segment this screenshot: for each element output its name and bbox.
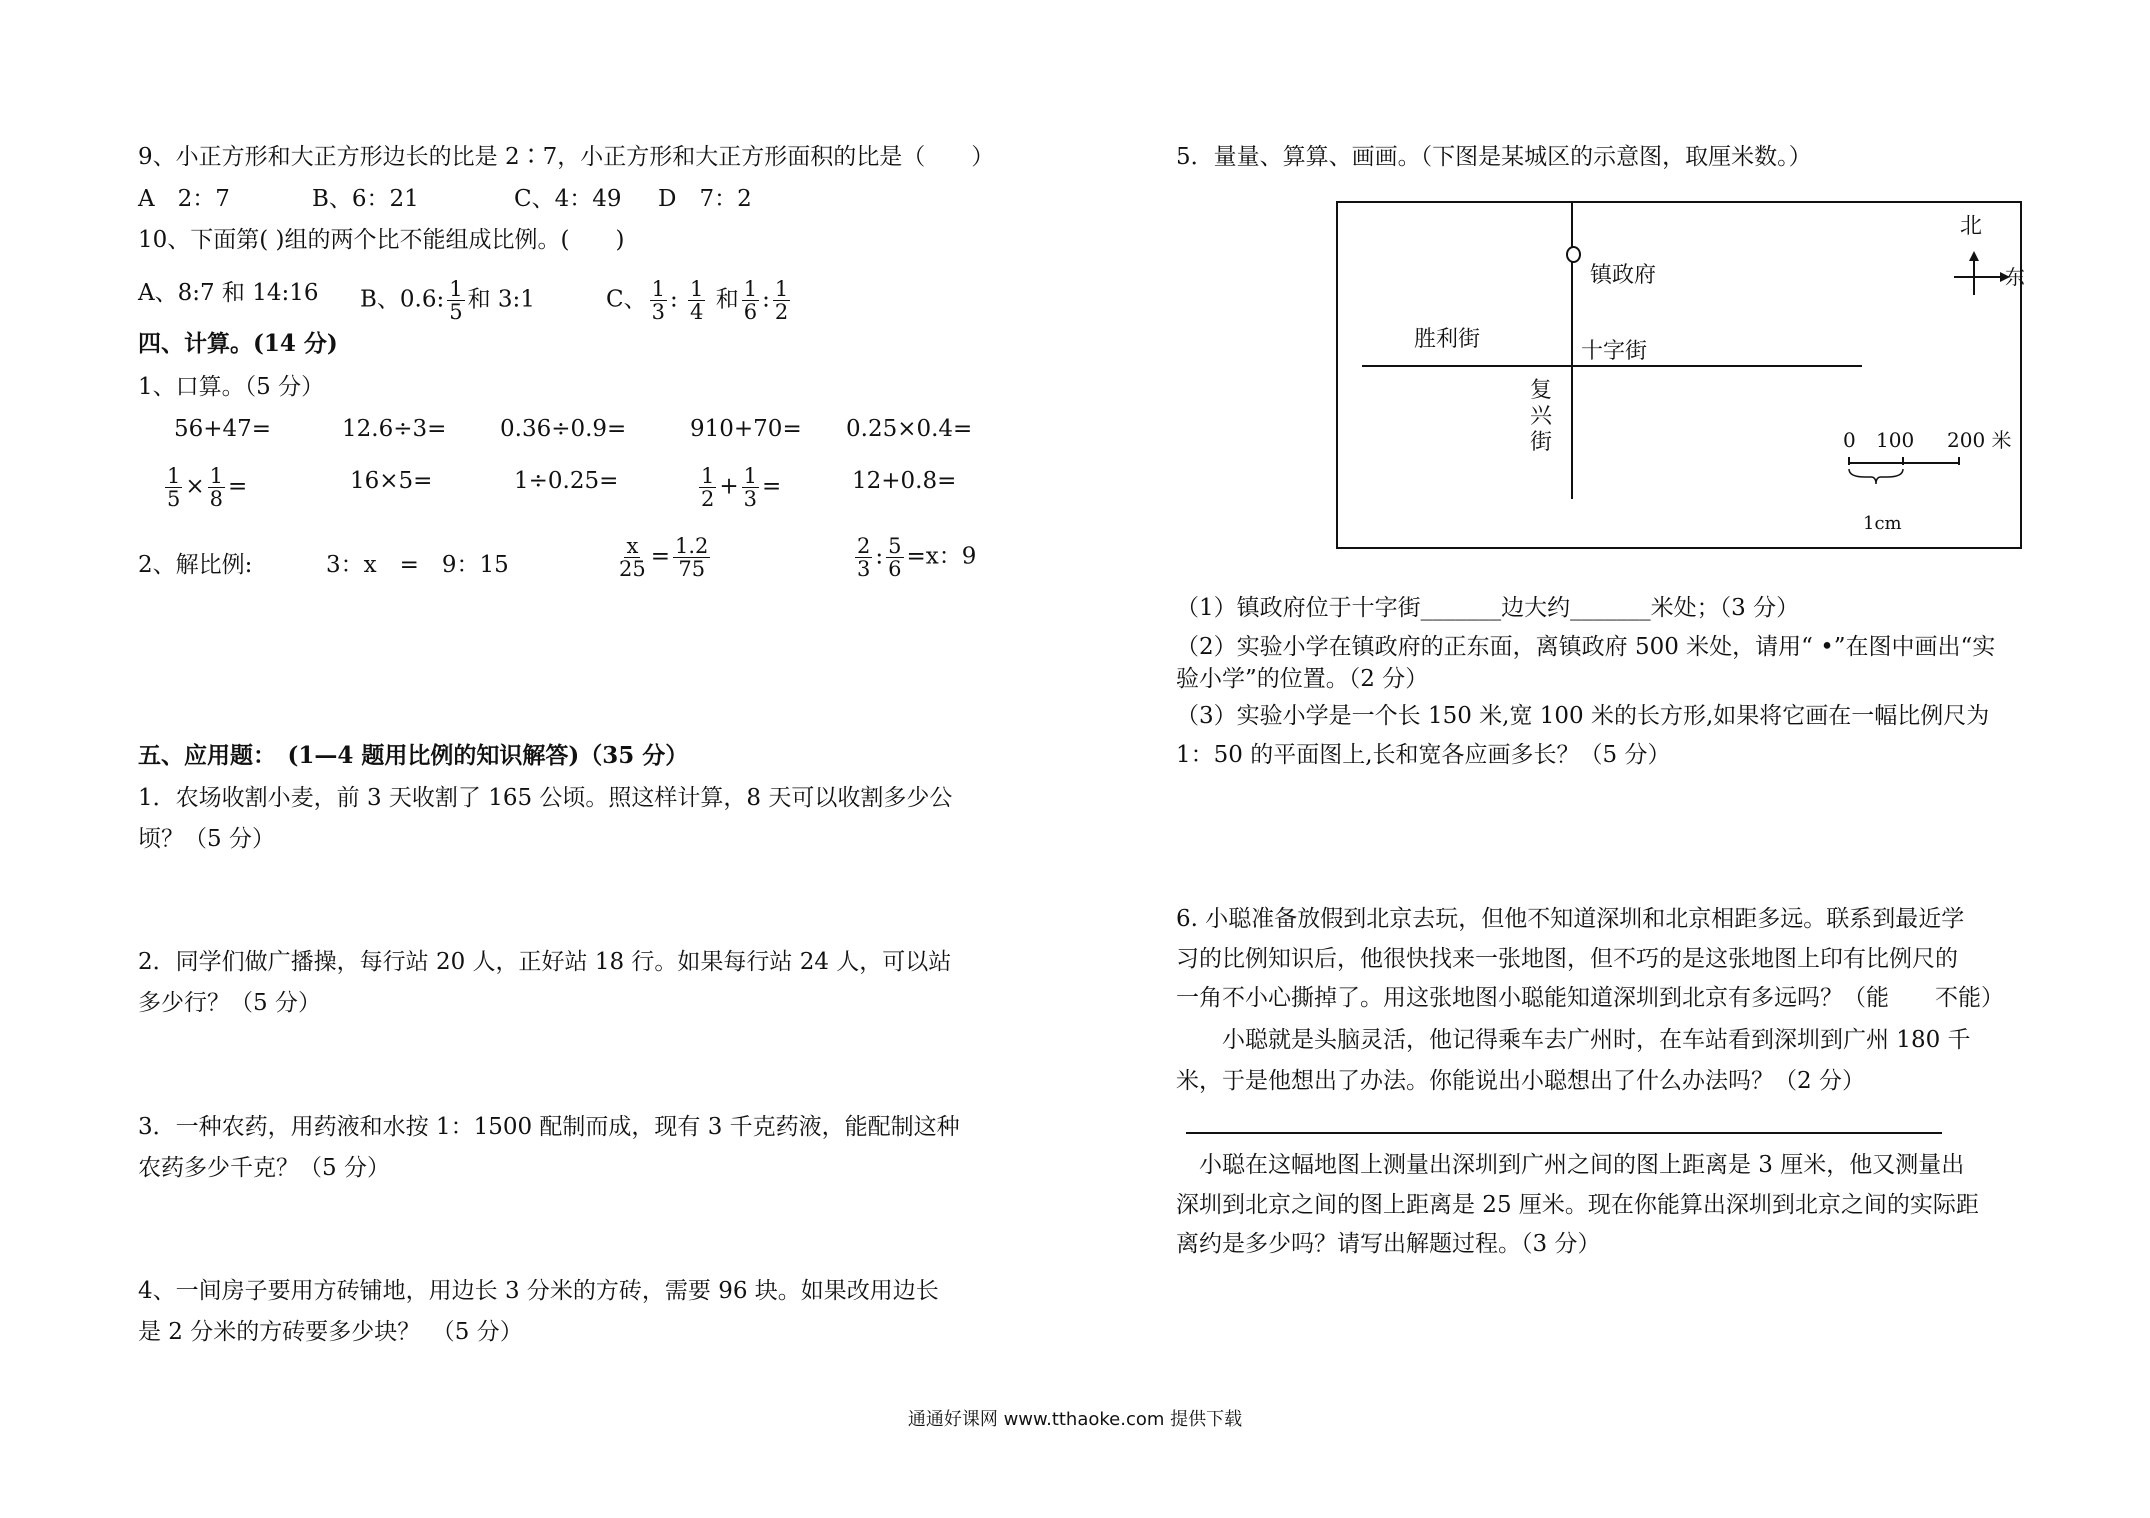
government-marker-icon bbox=[1566, 246, 1581, 263]
east-label: 东 bbox=[2005, 265, 2025, 289]
section-4-item-2: 2、解比例: bbox=[138, 552, 253, 578]
fraction-denominator: 25 bbox=[619, 557, 646, 581]
fraction-numerator: 1 bbox=[743, 464, 758, 488]
fraction-denominator: 6 bbox=[888, 557, 902, 581]
q6-line7: 深圳到北京之间的图上距离是 25 厘米。现在你能算出深圳到北京之间的实际距 bbox=[1176, 1192, 1979, 1218]
fraction-one-fifth bbox=[165, 465, 182, 510]
app-q2-line2: 多少行？（5 分） bbox=[138, 990, 321, 1016]
fraction-numerator: 1.2 bbox=[675, 534, 709, 558]
equals-sign: = bbox=[762, 473, 782, 500]
equals-sign: = bbox=[650, 543, 671, 570]
fraction-denominator: 3 bbox=[857, 557, 871, 581]
fraction-denominator: 75 bbox=[678, 557, 706, 581]
q5-part-2-line2: 验小学”的位置。（2 分） bbox=[1176, 666, 1429, 692]
fraction-two-thirds bbox=[855, 535, 872, 580]
fraction-denominator: 5 bbox=[449, 300, 463, 324]
fraction-one-third bbox=[742, 465, 759, 510]
app-q4-line1: 4、一间房子要用方砖铺地，用边长 3 分米的方砖，需要 96 块。如果改用边长 bbox=[138, 1278, 939, 1304]
fraction-numerator: 1 bbox=[690, 277, 704, 301]
north-label: 北 bbox=[1960, 214, 1983, 239]
app-q3-line2: 农药多少千克？（5 分） bbox=[138, 1155, 390, 1181]
scale-label-0: 0 bbox=[1843, 428, 1856, 452]
fuxing-street-label-2: 兴 bbox=[1530, 404, 1553, 429]
fraction-five-sixths bbox=[886, 535, 903, 580]
fraction-numerator: 1 bbox=[701, 464, 715, 488]
fraction-numerator: 1 bbox=[774, 277, 789, 301]
fraction-numerator: 5 bbox=[888, 534, 902, 558]
oral-calc-7: 16×5= bbox=[350, 468, 433, 494]
fraction-one-fifth bbox=[447, 278, 464, 323]
fraction-denominator: 8 bbox=[209, 487, 224, 511]
q10-b-prefix: B、0.6: bbox=[360, 286, 445, 313]
app-q1-line2: 顷？（5 分） bbox=[138, 826, 275, 852]
fraction-numerator: x bbox=[626, 534, 639, 558]
app-q4-line2: 是 2 分米的方砖要多少块？ （5 分） bbox=[138, 1319, 523, 1345]
oral-calc-6 bbox=[162, 465, 247, 510]
oral-calc-3: 0.36÷0.9= bbox=[500, 416, 627, 442]
app-q2-line1: 2．同学们做广播操，每行站 20 人，正好站 18 行。如果每行站 24 人，可以站 bbox=[138, 949, 952, 975]
q6-line6: 小聪在这幅地图上测量出深圳到广州之间的图上距离是 3 厘米，他又测量出 bbox=[1176, 1152, 1965, 1178]
question-10: 10、下面第( )组的两个比不能组成比例。( ) bbox=[138, 227, 625, 253]
fuxing-street-label-3: 街 bbox=[1530, 430, 1553, 455]
fraction-numerator: 1 bbox=[167, 464, 181, 488]
proportion-2 bbox=[614, 535, 713, 580]
q6-line1: 6. 小聪准备放假到北京去玩，但他不知道深圳和北京相距多远。联系到最近学 bbox=[1176, 906, 1965, 932]
gov-label: 镇政府 bbox=[1590, 263, 1657, 288]
q6-line4: 小聪就是头脑灵活，他记得乘车去广州时，在车站看到深圳到广州 180 千 bbox=[1176, 1027, 1971, 1053]
fraction-one-sixth bbox=[742, 278, 759, 323]
q9-option-b: B、6：21 bbox=[312, 186, 419, 212]
fraction-denominator: 6 bbox=[743, 300, 758, 324]
fraction-numerator: 1 bbox=[743, 277, 758, 301]
q6-line3: 一角不小心撕掉了。用这张地图小聪能知道深圳到北京有多远吗？（能 不能） bbox=[1176, 985, 2004, 1011]
fraction-one-eighth bbox=[208, 465, 225, 510]
section-5-title: 五、应用题： (1—4 题用比例的知识解答)（35 分） bbox=[138, 742, 689, 769]
app-q1-line1: 1．农场收割小麦，前 3 天收割了 165 公顷。照这样计算，8 天可以收割多少公 bbox=[138, 785, 953, 811]
fraction-denominator: 4 bbox=[690, 300, 704, 324]
footer-text: 通通好课网 www.tthaoke.com 提供下载 bbox=[907, 1409, 1243, 1430]
colon: : bbox=[669, 286, 678, 313]
answer-line bbox=[1186, 1132, 1942, 1134]
times-sign: × bbox=[185, 473, 205, 500]
fraction-one-half bbox=[699, 465, 716, 510]
fraction-numerator: 2 bbox=[857, 534, 871, 558]
fraction-one-half bbox=[773, 278, 790, 323]
scale-bar-icon bbox=[1843, 457, 1963, 493]
q5-part-3-line2: 1：50 的平面图上,长和宽各应画多长？（5 分） bbox=[1176, 742, 1671, 768]
town-map bbox=[1336, 201, 2025, 549]
scale-label-200: 200 米 bbox=[1947, 428, 2012, 452]
equals-sign: = bbox=[228, 473, 248, 500]
proportion-3-tail: =x：9 bbox=[906, 543, 977, 570]
q10-c-prefix: C、 bbox=[606, 286, 647, 313]
fraction-denominator: 2 bbox=[701, 487, 715, 511]
and-word: 和 bbox=[715, 286, 739, 313]
fraction-numerator: 1 bbox=[651, 277, 665, 301]
oral-calc-9 bbox=[696, 465, 781, 510]
fraction-denominator: 3 bbox=[651, 300, 665, 324]
fraction-denominator: 2 bbox=[774, 300, 789, 324]
proportion-1: 3：x = 9：15 bbox=[326, 552, 509, 578]
q10-option-b bbox=[360, 278, 535, 323]
oral-calc-4: 910+70= bbox=[690, 416, 802, 442]
q9-option-c: C、4：49 bbox=[514, 186, 622, 212]
section-4-title: 四、计算。(14 分) bbox=[138, 330, 338, 357]
fraction-one-third bbox=[650, 278, 667, 323]
oral-calc-8: 1÷0.25= bbox=[514, 468, 619, 494]
fraction-denominator: 5 bbox=[167, 487, 181, 511]
shengli-street-label: 胜利街 bbox=[1414, 327, 1481, 352]
scale-unit-label: 1cm bbox=[1863, 513, 1902, 534]
colon: : bbox=[762, 286, 770, 313]
q5-part-1: （1）镇政府位于十字街_______边大约_______米处；（3 分） bbox=[1176, 595, 1800, 621]
q5-part-2-line1: （2）实验小学在镇政府的正东面，离镇政府 500 米处，请用“ •”在图中画出“实 bbox=[1176, 634, 1996, 660]
q6-line2: 习的比例知识后，他很快找来一张地图，但不巧的是这张地图上印有比例尺的 bbox=[1176, 946, 1958, 972]
section-4-item-1: 1、口算。（5 分） bbox=[138, 374, 325, 400]
scale-label-100: 100 bbox=[1876, 428, 1915, 452]
shizi-street-label: 十字街 bbox=[1581, 339, 1648, 364]
fraction-numerator: 1 bbox=[209, 464, 224, 488]
oral-calc-1: 56+47= bbox=[174, 416, 272, 442]
oral-calc-5: 0.25×0.4= bbox=[846, 416, 973, 442]
fraction-numerator: 1 bbox=[449, 277, 463, 301]
proportion-3 bbox=[852, 535, 976, 580]
q9-option-d: D 7：2 bbox=[658, 186, 752, 212]
q10-b-suffix: 和 3:1 bbox=[467, 286, 535, 313]
q9-option-a: A 2：7 bbox=[138, 186, 230, 212]
fraction-one-fourth bbox=[688, 278, 705, 323]
question-9: 9、小正方形和大正方形边长的比是 2∶7，小正方形和大正方形面积的比是（ ） bbox=[138, 144, 995, 170]
q6-line8: 离约是多少吗？请写出解题过程。（3 分） bbox=[1176, 1231, 1601, 1257]
colon: : bbox=[875, 543, 884, 570]
q10-option-c bbox=[606, 278, 793, 323]
plus-sign: + bbox=[719, 473, 739, 500]
fraction-denominator: 3 bbox=[743, 487, 758, 511]
oral-calc-2: 12.6÷3= bbox=[342, 416, 447, 442]
shengli-street-line bbox=[1362, 365, 1862, 367]
question-5: 5．量量、算算、画画。（下图是某城区的示意图，取厘米数。） bbox=[1176, 144, 1812, 170]
q10-option-a: A、8:7 和 14:16 bbox=[138, 280, 319, 306]
q6-line5: 米，于是他想出了办法。你能说出小聪想出了什么办法吗？（2 分） bbox=[1176, 1068, 1865, 1094]
fraction-1.2-over-75 bbox=[673, 535, 710, 580]
q5-part-3-line1: （3）实验小学是一个长 150 米,宽 100 米的长方形,如果将它画在一幅比例尺为 bbox=[1176, 703, 1990, 729]
app-q3-line1: 3．一种农药，用药液和水按 1：1500 配制而成，现有 3 千克药液，能配制这种 bbox=[138, 1114, 960, 1140]
fraction-x-over-25 bbox=[617, 535, 648, 580]
fuxing-street-label-1: 复 bbox=[1530, 378, 1553, 403]
oral-calc-10: 12+0.8= bbox=[852, 468, 957, 494]
